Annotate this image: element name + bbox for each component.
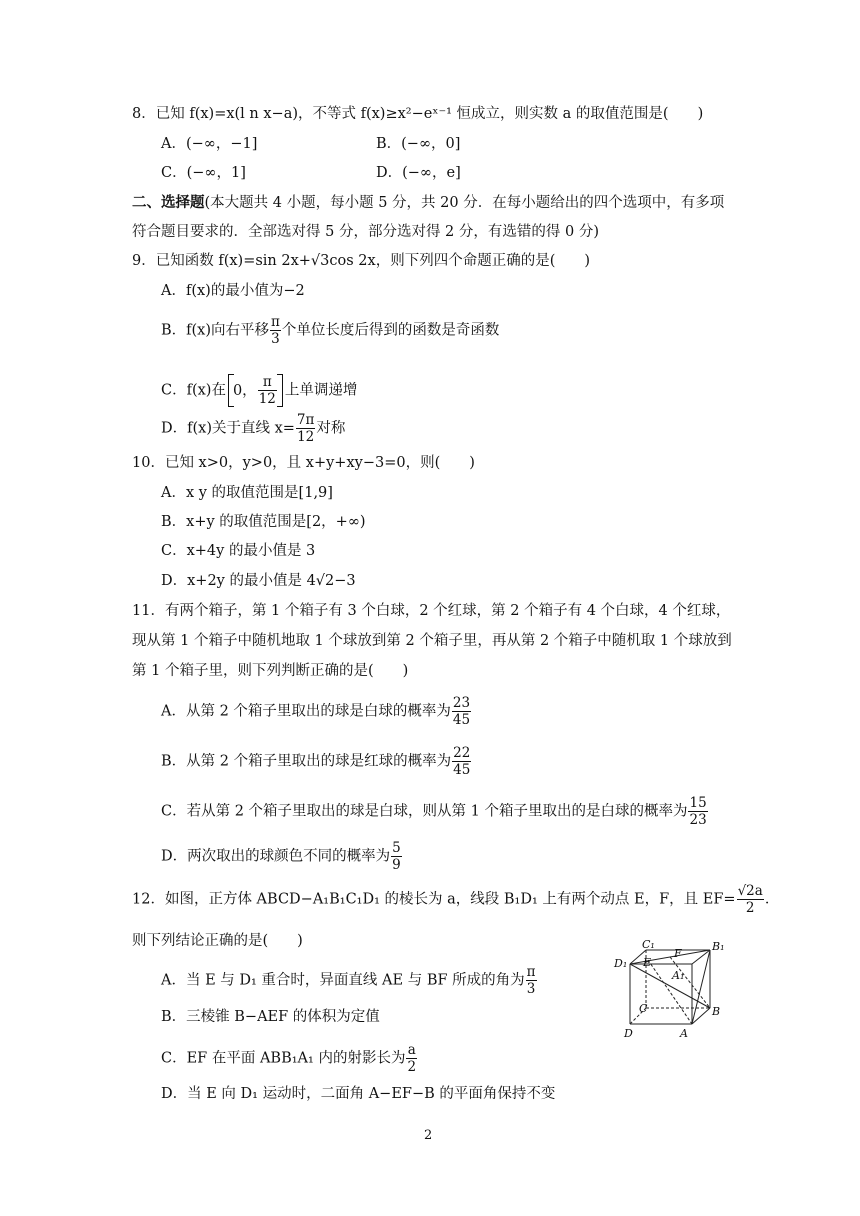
q12-c-den: 2 (407, 1059, 417, 1075)
q12-c-text: C．EF 在平面 ABB₁A₁ 内的射影长为 (161, 1050, 406, 1067)
q11-option-b (161, 745, 472, 778)
q9-c-den: 12 (258, 391, 276, 407)
q9-b-fraction (270, 314, 281, 347)
q12-a-den: 3 (526, 981, 536, 997)
section2-line1 (132, 193, 724, 213)
q9-option-a: A．f(x)的最小值为−2 (161, 283, 305, 299)
q11-c-num: 15 (689, 795, 707, 811)
cube-figure (612, 938, 732, 1044)
label-a1: A₁ (672, 969, 685, 982)
q9-d-text: D．f(x)关于直线 x= (161, 420, 295, 437)
q11-c-den: 23 (689, 812, 707, 828)
q10-option-a: A．x y 的取值范围是[1,9] (161, 485, 333, 501)
q11-d-num: 5 (392, 840, 401, 856)
q11-b-fraction (452, 745, 471, 778)
q9-c-interval (228, 374, 283, 407)
label-b: B (712, 1005, 721, 1018)
section2-desc: (本大题共 4 小题，每小题 5 分，共 20 分．在每小题给出的四个选项中，有多项 (204, 195, 725, 211)
q9-option-b (161, 314, 499, 347)
q9-c-fraction (258, 374, 277, 407)
q12-c-fraction (406, 1042, 417, 1075)
q12-line1-end: ． (764, 891, 780, 908)
q9-option-d (161, 412, 345, 445)
q11-c-fraction (688, 795, 707, 828)
q12-a-fraction (526, 964, 537, 997)
q9-b-num: π (271, 314, 280, 330)
q11-d-fraction (391, 840, 402, 873)
q9-stem: 9．已知函数 f(x)=sin 2x+√3cos 2x，则下列四个命题正确的是( ) (132, 253, 591, 269)
q11-option-d (161, 840, 403, 873)
q8-option-c: C．(−∞，1] (161, 165, 246, 181)
q12-line1-text: 12．如图，正方体 ABCD−A₁B₁C₁D₁ 的棱长为 a，线段 B₁D₁ 上有两个动点 E，F，且 EF= (132, 891, 736, 908)
q11-option-c (161, 795, 709, 828)
q9-c-text-post: 上单调递增 (284, 382, 358, 399)
q11-a-den: 45 (452, 712, 471, 728)
q12-line2: 则下列结论正确的是( ) (132, 933, 303, 949)
q12-ef-num: √2a (737, 883, 763, 899)
q11-c-text: C．若从第 2 个箱子里取出的球是白球，则从第 1 个箱子里取出的是白球的概率为 (161, 803, 688, 820)
q11-line2: 现从第 1 个箱子中随机地取 1 个球放到第 2 个箱子里，再从第 2 个箱子中随机取 1 个球放到 (132, 633, 732, 649)
label-e: E (643, 956, 652, 969)
edge-a-b1 (692, 950, 710, 1024)
q11-b-num: 22 (453, 745, 471, 761)
q9-b-den: 3 (271, 331, 280, 347)
q8-option-a: A．(−∞，−1] (161, 136, 258, 152)
q8-option-d: D．(−∞，e] (376, 165, 461, 181)
q11-d-den: 9 (392, 857, 401, 873)
q9-d-den: 12 (297, 429, 315, 445)
q9-c-lo: 0， (232, 382, 257, 399)
q11-a-num: 23 (452, 695, 471, 711)
q11-b-text: B．从第 2 个箱子里取出的球是红球的概率为 (161, 753, 452, 770)
q12-ef-fraction (737, 883, 764, 916)
q11-line3: 第 1 个箱子里，则下列判断正确的是( ) (132, 663, 409, 679)
q10-option-d: D．x+2y 的最小值是 4√2−3 (161, 573, 356, 589)
q12-option-a (161, 964, 538, 997)
label-f: F (674, 947, 682, 960)
q11-line1: 11．有两个箱子，第 1 个箱子有 3 个白球，2 个红球，第 2 个箱子有 4 个白球，4 个红球， (132, 603, 731, 619)
hidden-e-a (648, 960, 692, 1024)
q11-a-text: A．从第 2 个箱子里取出的球是白球的概率为 (161, 703, 451, 720)
q9-option-c (161, 374, 357, 407)
q12-line1 (132, 883, 779, 916)
section2-heading: 二、选择题 (132, 194, 205, 211)
q9-d-num: 7π (296, 412, 315, 428)
hidden-f-b (670, 957, 710, 1008)
q11-option-a (161, 695, 472, 728)
label-c1: C₁ (642, 938, 655, 951)
q12-a-text: A．当 E 与 D₁ 重合时，异面直线 AE 与 BF 所成的角为 (161, 972, 525, 989)
q8-stem: 8．已知 f(x)=x(l n x−a)，不等式 f(x)≥x²−eˣ⁻¹ 恒成立，则实数 a 的取值范围是( ) (132, 106, 704, 122)
q10-option-b: B．x+y 的取值范围是[2，+∞) (161, 514, 366, 530)
q10-stem: 10．已知 x>0，y>0，且 x+y+xy−3=0，则( ) (132, 455, 475, 471)
q9-b-text-post: 个单位长度后得到的函数是奇函数 (281, 322, 500, 339)
q12-option-c (161, 1042, 418, 1075)
q12-ef-den: 2 (745, 900, 755, 916)
q11-b-den: 45 (453, 762, 471, 778)
q10-option-c: C．x+4y 的最小值是 3 (161, 543, 316, 559)
section2-desc-line2: 符合题目要求的．全部选对得 5 分，部分选对得 2 分，有选错的得 0 分) (132, 224, 599, 240)
q9-d-text-post: 对称 (316, 420, 346, 437)
label-c: C (639, 1002, 648, 1015)
q9-d-fraction (296, 412, 315, 445)
q9-b-text: B．f(x)向右平移 (161, 322, 270, 339)
edge-a-b (692, 1008, 710, 1024)
page-number: 2 (424, 1128, 433, 1143)
q9-c-text: C．f(x)在 (161, 382, 226, 399)
q11-d-text: D．两次取出的球颜色不同的概率为 (161, 848, 391, 865)
q12-a-num: π (526, 964, 536, 980)
q12-c-num: a (407, 1042, 416, 1058)
label-d1: D₁ (614, 957, 628, 970)
label-d: D (624, 1027, 633, 1040)
label-a: A (680, 1027, 688, 1040)
q11-a-fraction (452, 695, 471, 728)
q8-option-b: B．(−∞，0] (376, 136, 461, 152)
q12-option-b: B．三棱锥 B−AEF 的体积为定值 (161, 1009, 380, 1025)
label-b1: B₁ (712, 940, 725, 953)
q12-option-d: D．当 E 向 D₁ 运动时，二面角 A−EF−B 的平面角保持不变 (161, 1086, 556, 1102)
q9-c-num: π (258, 374, 277, 391)
